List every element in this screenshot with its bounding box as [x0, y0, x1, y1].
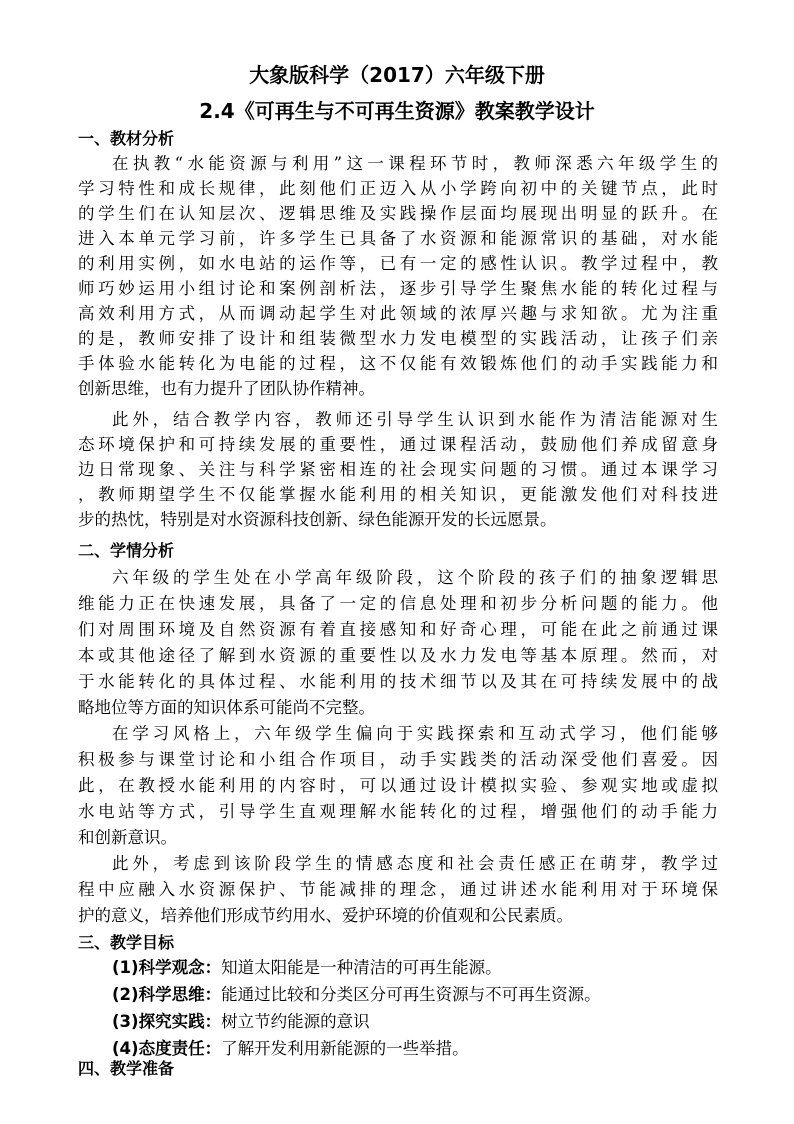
paragraph-line: 的是，教师安排了设计和组装微型水力发电模型的实践活动，让孩子们亲 — [78, 329, 718, 348]
objective-text: 知道太阳能是一种清洁的可再生能源。 — [221, 958, 502, 977]
paragraph-line: 们对周围环境及自然资源有着直接感知和好奇心理，可能在此之前通过课 — [78, 620, 718, 639]
objective-text: 树立节约能源的意识 — [221, 1012, 370, 1031]
paragraph-line: 本或其他途径了解到水资源的重要性以及水力发电等基本原理。然而，对 — [78, 646, 718, 665]
document-title: 大象版科学（2017）六年级下册 — [249, 63, 545, 87]
paragraph-line: 态环境保护和可持续发展的重要性，通过课程活动，鼓励他们养成留意身 — [78, 435, 718, 454]
objective-item — [112, 983, 601, 1007]
paragraph-line: 高效利用方式，从而调动起学生对此领域的浓厚兴趣与求知欲。尤为注重 — [78, 304, 718, 323]
paragraph-line: 步的热忱，特别是对水资源科技创新、绿色能源开发的长远愿景。 — [78, 510, 557, 529]
paragraph-line: 在学习风格上，六年级学生偏向于实践探索和互动式学习，他们能够 — [112, 724, 718, 743]
paragraph-line: 和创新意识。 — [78, 828, 177, 847]
paragraph-line: ，教师期望学生不仅能掌握水能利用的相关知识，更能激发他们对科技进 — [78, 485, 718, 504]
paragraph-line: 进入本单元学习前，许多学生已具备了水资源和能源常识的基础，对水能 — [78, 229, 718, 248]
paragraph-line: 此外，考虑到该阶段学生的情感态度和社会责任感正在萌芽，教学过 — [112, 854, 718, 873]
paragraph-line: 护的意义，培养他们形成节约用水、爱护环境的价值观和公民素质。 — [78, 906, 573, 925]
section-heading-teaching-preparation: 四、教学准备 — [78, 1059, 175, 1078]
section-heading-learner-analysis: 二、学情分析 — [78, 541, 175, 560]
objective-text: 了解开发利用新能源的一些举措。 — [221, 1039, 469, 1058]
paragraph-line: 手体验水能转化为电能的过程，这不仅能有效锻炼他们的动手实践能力和 — [78, 354, 718, 373]
paragraph-line: 六年级的学生处在小学高年级阶段，这个阶段的孩子们的抽象逻辑思 — [112, 568, 718, 587]
document-subtitle: 2.4《可再生与不可再生资源》教案教学设计 — [199, 99, 595, 123]
objective-label: (3)探究实践： — [112, 1012, 222, 1031]
paragraph-line: 此外，结合教学内容，教师还引导学生认识到水能作为清洁能源对生 — [112, 410, 718, 429]
objective-label: (2)科学思维： — [112, 985, 222, 1004]
objective-item — [112, 1010, 370, 1034]
paragraph-line: 师巧妙运用小组讨论和案例剖析法，逐步引导学生聚焦水能的转化过程与 — [78, 279, 718, 298]
paragraph-line: 维能力正在快速发展，具备了一定的信息处理和初步分析问题的能力。他 — [78, 594, 718, 613]
objective-label: (4)态度责任： — [112, 1039, 222, 1058]
section-heading-teaching-objectives: 三、教学目标 — [78, 933, 175, 952]
paragraph-line: 学习特性和成长规律，此刻他们正迈入从小学跨向初中的关键节点，此时 — [78, 179, 718, 198]
paragraph-line: 程中应融入水资源保护、节能减排的理念，通过讲述水能利用对于环境保 — [78, 880, 718, 899]
paragraph-line: 此，在教授水能利用的内容时，可以通过设计模拟实验、参观实地或虚拟 — [78, 776, 718, 795]
paragraph-line: 积极参与课堂讨论和小组合作项目，动手实践类的活动深受他们喜爱。因 — [78, 750, 718, 769]
paragraph-line: 水电站等方式，引导学生直观理解水能转化的过程，增强他们的动手能力 — [78, 802, 718, 821]
paragraph-line: 在执教“水能资源与利用”这一课程环节时，教师深悉六年级学生的 — [112, 154, 718, 173]
objective-text: 能通过比较和分类区分可再生资源与不可再生资源。 — [221, 985, 601, 1004]
paragraph-line: 边日常现象、关注与科学紧密相连的社会现实问题的习惯。通过本课学习 — [78, 460, 718, 479]
paragraph-line: 的利用实例，如水电站的运作等，已有一定的感性认识。教学过程中，教 — [78, 254, 718, 273]
objective-label: (1)科学观念： — [112, 958, 222, 977]
section-heading-textbook-analysis: 一、教材分析 — [78, 129, 175, 148]
paragraph-line: 于水能转化的具体过程、水能利用的技术细节以及其在可持续发展中的战 — [78, 672, 718, 691]
paragraph-line: 创新思维，也有力提升了团队协作精神。 — [78, 379, 375, 398]
paragraph-line: 略地位等方面的知识体系可能尚不完整。 — [78, 698, 375, 717]
objective-item — [112, 956, 502, 980]
paragraph-line: 的学生们在认知层次、逻辑思维及实践操作层面均展现出明显的跃升。在 — [78, 204, 718, 223]
